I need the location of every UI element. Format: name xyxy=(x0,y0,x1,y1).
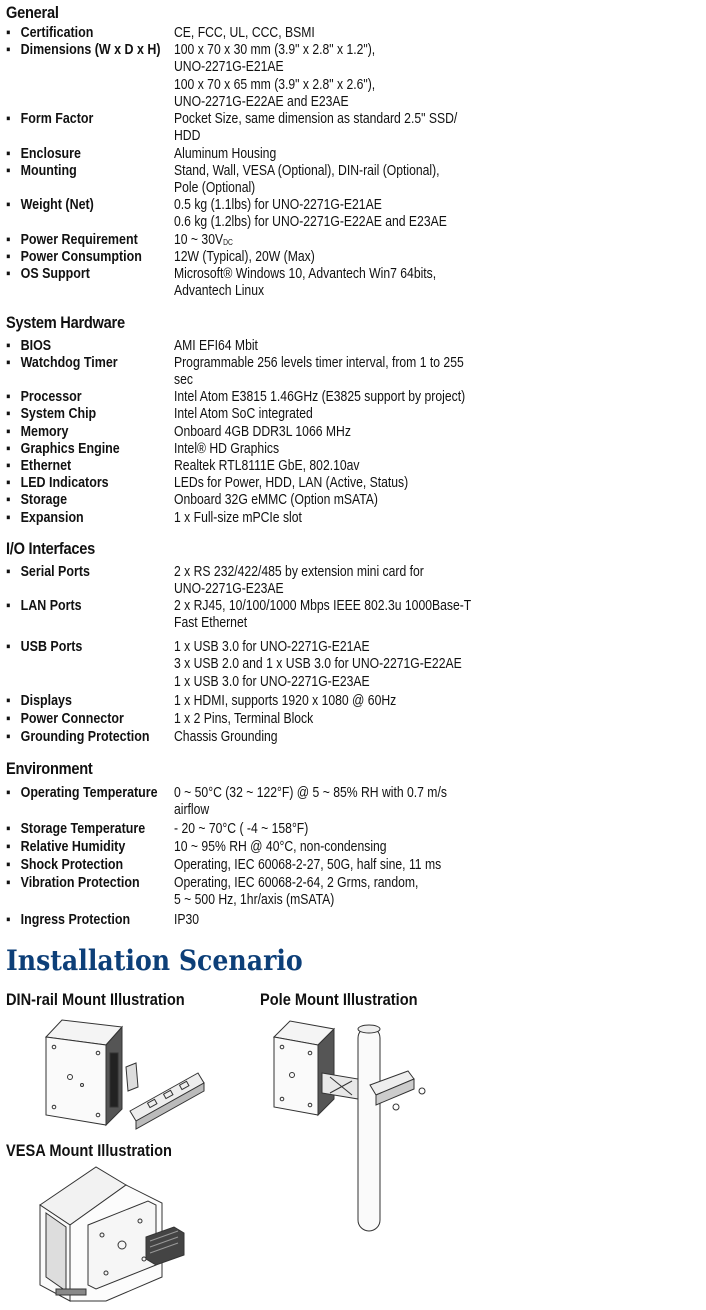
bullet-icon: ▪ xyxy=(6,839,11,855)
spec-label xyxy=(6,424,161,441)
spec-label-text: USB Ports xyxy=(20,639,83,655)
spec-value xyxy=(174,458,360,475)
spec-value-line xyxy=(174,598,471,615)
bullet-icon: ▪ xyxy=(6,441,11,457)
spec-label xyxy=(6,785,161,802)
spec-label xyxy=(6,711,161,728)
spec-label xyxy=(6,639,161,656)
spec-value-line xyxy=(174,441,279,458)
spec-value-text: 1 x USB 3.0 for UNO-2271G-E21AE xyxy=(174,639,370,655)
bullet-icon: ▪ xyxy=(6,163,11,179)
spec-value-line xyxy=(174,372,464,389)
spec-value-line xyxy=(174,197,447,214)
spec-value-line xyxy=(174,564,424,581)
spec-value-text: Operating, IEC 60068-2-27, 50G, half sine, 11 ms xyxy=(174,857,442,873)
spec-value-line xyxy=(174,128,457,145)
pole-mount-illustration xyxy=(270,1015,440,1235)
spec-value-text: airflow xyxy=(174,802,210,819)
pole-mount-caption: Pole Mount Illustration xyxy=(260,990,418,1009)
spec-value xyxy=(174,424,351,441)
spec-value xyxy=(174,821,308,838)
spec-label xyxy=(6,355,161,372)
spec-label xyxy=(6,197,161,214)
bullet-icon: ▪ xyxy=(6,25,11,41)
spec-value xyxy=(174,857,441,874)
spec-value-line xyxy=(174,639,462,656)
spec-label xyxy=(6,475,161,492)
bullet-icon: ▪ xyxy=(6,510,11,526)
spec-label-text: Certification xyxy=(20,25,94,41)
spec-value-text: 1 x Full-size mPCIe slot xyxy=(174,510,302,526)
spec-label-text: Form Factor xyxy=(20,111,94,127)
spec-label xyxy=(6,839,161,856)
spec-value xyxy=(174,197,447,232)
spec-value xyxy=(174,249,315,266)
spec-label xyxy=(6,875,161,892)
spec-value-text: HDD xyxy=(174,128,201,145)
spec-value-line xyxy=(174,458,360,475)
spec-value-text: Onboard 32G eMMC (Option mSATA) xyxy=(174,492,378,508)
section-title: I/O Interfaces xyxy=(6,539,96,558)
spec-value xyxy=(174,785,447,820)
spec-value-text: Intel® HD Graphics xyxy=(174,441,280,457)
spec-value-line xyxy=(174,821,308,838)
spec-value xyxy=(174,266,436,301)
spec-label-text: Displays xyxy=(20,693,72,709)
spec-value-subscript: DC xyxy=(223,238,233,247)
bullet-icon: ▪ xyxy=(6,42,11,58)
spec-label xyxy=(6,249,161,266)
spec-label-text: Weight (Net) xyxy=(20,197,94,213)
spec-label xyxy=(6,693,161,710)
vesa-mount-illustration xyxy=(36,1165,196,1305)
spec-value xyxy=(174,492,378,509)
spec-label-text: Watchdog Timer xyxy=(20,355,118,371)
spec-value-text: Operating, IEC 60068-2-64, 2 Grms, random, xyxy=(174,875,419,891)
bullet-icon: ▪ xyxy=(6,266,11,282)
bullet-icon: ▪ xyxy=(6,406,11,422)
spec-label-text: Grounding Protection xyxy=(20,729,150,745)
spec-value-line xyxy=(174,180,440,197)
spec-value-text: 12W (Typical), 20W (Max) xyxy=(174,249,315,265)
spec-value-text: Pocket Size, same dimension as standard 2.5" SSD/ xyxy=(174,111,458,127)
spec-label-text: Serial Ports xyxy=(20,564,90,580)
spec-label-text: Expansion xyxy=(20,510,84,526)
spec-label-text: Shock Protection xyxy=(20,857,124,873)
spec-value xyxy=(174,711,313,728)
spec-value-text: CE, FCC, UL, CCC, BSMI xyxy=(174,25,315,41)
spec-value-text: Pole (Optional) xyxy=(174,180,256,197)
spec-value-text: Fast Ethernet xyxy=(174,615,248,632)
spec-label-text: Operating Temperature xyxy=(20,785,158,801)
spec-label xyxy=(6,441,161,458)
spec-label xyxy=(6,729,161,746)
spec-value-text: 0.5 kg (1.1lbs) for UNO-2271G-E21AE xyxy=(174,197,382,213)
bullet-icon: ▪ xyxy=(6,564,11,580)
spec-value xyxy=(174,355,464,390)
bullet-icon: ▪ xyxy=(6,785,11,801)
spec-value-line xyxy=(174,857,441,874)
spec-value-text: UNO-2271G-E22AE and E23AE xyxy=(174,94,349,111)
spec-label xyxy=(6,146,161,163)
spec-value-text: 1 x 2 Pins, Terminal Block xyxy=(174,711,314,727)
spec-value xyxy=(174,510,302,527)
bullet-icon: ▪ xyxy=(6,197,11,213)
spec-value-text: LEDs for Power, HDD, LAN (Active, Status) xyxy=(174,475,409,491)
spec-value-text: 2 x RJ45, 10/100/1000 Mbps IEEE 802.3u 1000Base-T xyxy=(174,598,472,614)
spec-value-line xyxy=(174,693,396,710)
spec-value-line xyxy=(174,214,447,231)
section-title: General xyxy=(6,3,59,22)
spec-label-text: BIOS xyxy=(20,338,52,354)
bullet-icon: ▪ xyxy=(6,338,11,354)
bullet-icon: ▪ xyxy=(6,111,11,127)
spec-label xyxy=(6,232,161,249)
bullet-icon: ▪ xyxy=(6,424,11,440)
spec-value-text: 10 ~ 30V xyxy=(174,232,224,248)
installation-title: Installation Scenario xyxy=(6,944,303,977)
spec-value-text: Intel Atom E3815 1.46GHz (E3825 support by project) xyxy=(174,389,466,405)
spec-label xyxy=(6,857,161,874)
spec-value xyxy=(174,338,258,355)
spec-value-text: sec xyxy=(174,372,193,389)
spec-label xyxy=(6,25,161,42)
spec-label-text: Mounting xyxy=(20,163,77,179)
din-rail-illustration xyxy=(40,1015,210,1130)
bullet-icon: ▪ xyxy=(6,821,11,837)
spec-label-text: Storage xyxy=(20,492,68,508)
spec-label-text: Processor xyxy=(20,389,82,405)
spec-value-text: Programmable 256 levels timer interval, from 1 to 255 xyxy=(174,355,464,371)
spec-value-line xyxy=(174,892,418,909)
spec-label-text: OS Support xyxy=(20,266,90,282)
spec-value-text: Advantech Linux xyxy=(174,283,265,300)
spec-value-line xyxy=(174,802,447,819)
spec-value-text: UNO-2271G-E21AE xyxy=(174,59,284,76)
spec-value xyxy=(174,389,465,406)
spec-value-text: UNO-2271G-E23AE xyxy=(174,581,284,598)
spec-value-line xyxy=(174,581,424,598)
spec-label xyxy=(6,266,161,283)
spec-value-text: 0 ~ 50°C (32 ~ 122°F) @ 5 ~ 85% RH with 0.7 m/s xyxy=(174,785,447,801)
spec-value-line xyxy=(174,111,457,128)
spec-value xyxy=(174,912,199,929)
spec-value-text: - 20 ~ 70°C ( -4 ~ 158°F) xyxy=(174,821,309,837)
bullet-icon: ▪ xyxy=(6,857,11,873)
spec-label xyxy=(6,42,161,59)
spec-value-line xyxy=(174,656,462,673)
spec-value xyxy=(174,111,457,146)
din-rail-caption: DIN-rail Mount Illustration xyxy=(6,990,185,1009)
spec-value-text: 10 ~ 95% RH @ 40°C, non-condensing xyxy=(174,839,387,855)
spec-value xyxy=(174,693,396,710)
spec-label xyxy=(6,111,161,128)
spec-label xyxy=(6,406,161,423)
bullet-icon: ▪ xyxy=(6,355,11,371)
bullet-icon: ▪ xyxy=(6,875,11,891)
spec-value-text: 1 x USB 3.0 for UNO-2271G-E23AE xyxy=(174,673,370,690)
spec-value-line xyxy=(174,283,436,300)
spec-value-text: Intel Atom SoC integrated xyxy=(174,406,313,422)
spec-value-line xyxy=(174,94,375,111)
spec-value-line xyxy=(174,615,471,632)
section-title: System Hardware xyxy=(6,313,125,332)
spec-value-line xyxy=(174,510,302,527)
spec-label-text: LAN Ports xyxy=(20,598,82,614)
spec-value-text: Stand, Wall, VESA (Optional), DIN-rail (Optional), xyxy=(174,163,440,179)
vesa-mount-caption: VESA Mount Illustration xyxy=(6,1141,172,1160)
spec-label-text: Ethernet xyxy=(20,458,72,474)
spec-label-text: Ingress Protection xyxy=(20,912,131,928)
spec-value xyxy=(174,42,375,112)
spec-value-text: 2 x RS 232/422/485 by extension mini card for xyxy=(174,564,424,580)
spec-value-text: 100 x 70 x 65 mm (3.9" x 2.8" x 2.6"), xyxy=(174,76,376,93)
spec-label-text: Graphics Engine xyxy=(20,441,120,457)
spec-label xyxy=(6,510,161,527)
spec-label-text: Memory xyxy=(20,424,69,440)
bullet-icon: ▪ xyxy=(6,475,11,491)
spec-value-line xyxy=(174,711,313,728)
spec-value-text: 100 x 70 x 30 mm (3.9" x 2.8" x 1.2"), xyxy=(174,42,376,58)
bullet-icon: ▪ xyxy=(6,232,11,248)
spec-value-line xyxy=(174,77,375,94)
spec-value-line xyxy=(174,875,418,892)
spec-value xyxy=(174,639,462,691)
spec-label xyxy=(6,338,161,355)
spec-value xyxy=(174,475,408,492)
spec-label-text: Dimensions (W x D x H) xyxy=(20,42,161,58)
spec-label-text: Relative Humidity xyxy=(20,839,126,855)
spec-value-line xyxy=(174,266,436,283)
bullet-icon: ▪ xyxy=(6,249,11,265)
spec-label xyxy=(6,912,161,929)
spec-value xyxy=(174,729,278,746)
spec-value-text: Realtek RTL8111E GbE, 802.10av xyxy=(174,458,360,474)
spec-value-text: AMI EFI64 Mbit xyxy=(174,338,258,354)
spec-value-text: 0.6 kg (1.2lbs) for UNO-2271G-E22AE and E23AE xyxy=(174,214,447,231)
spec-value-line xyxy=(174,424,351,441)
spec-value xyxy=(174,146,276,163)
spec-label-text: Storage Temperature xyxy=(20,821,146,837)
spec-value-line xyxy=(174,59,375,76)
spec-label xyxy=(6,389,161,406)
spec-label xyxy=(6,458,161,475)
spec-value-text: Aluminum Housing xyxy=(174,146,277,162)
spec-value-line xyxy=(174,839,387,856)
bullet-icon: ▪ xyxy=(6,693,11,709)
spec-value-line xyxy=(174,25,315,42)
spec-value-line xyxy=(174,674,462,691)
spec-value-line xyxy=(174,146,276,163)
spec-value-text: 1 x HDMI, supports 1920 x 1080 @ 60Hz xyxy=(174,693,397,709)
spec-value-line xyxy=(174,42,375,59)
bullet-icon: ▪ xyxy=(6,146,11,162)
spec-value xyxy=(174,839,387,856)
spec-value-text: Chassis Grounding xyxy=(174,729,278,745)
spec-value-line xyxy=(174,355,464,372)
spec-value-text: Microsoft® Windows 10, Advantech Win7 64bits, xyxy=(174,266,437,282)
spec-label xyxy=(6,163,161,180)
spec-value xyxy=(174,163,440,198)
spec-value-line xyxy=(174,912,199,929)
spec-label-text: LED Indicators xyxy=(20,475,109,491)
bullet-icon: ▪ xyxy=(6,639,11,655)
spec-value-text: 3 x USB 2.0 and 1 x USB 3.0 for UNO-2271G-E22AE xyxy=(174,656,462,673)
spec-value-text: IP30 xyxy=(174,912,200,928)
spec-value xyxy=(174,598,471,633)
spec-value-line xyxy=(174,249,315,266)
spec-value-line xyxy=(174,785,447,802)
bullet-icon: ▪ xyxy=(6,729,11,745)
bullet-icon: ▪ xyxy=(6,711,11,727)
section-title: Environment xyxy=(6,759,93,778)
spec-label-text: Power Consumption xyxy=(20,249,142,265)
bullet-icon: ▪ xyxy=(6,458,11,474)
spec-label xyxy=(6,492,161,509)
spec-label-text: Vibration Protection xyxy=(20,875,140,891)
spec-label-text: System Chip xyxy=(20,406,97,422)
spec-value-line xyxy=(174,406,313,423)
spec-value-line xyxy=(174,338,258,355)
bullet-icon: ▪ xyxy=(6,598,11,614)
bullet-icon: ▪ xyxy=(6,912,11,928)
spec-value-line xyxy=(174,389,465,406)
spec-label-text: Enclosure xyxy=(20,146,81,162)
spec-value-text: 5 ~ 500 Hz, 1hr/axis (mSATA) xyxy=(174,892,335,909)
spec-value xyxy=(174,441,279,458)
spec-value xyxy=(174,875,418,910)
bullet-icon: ▪ xyxy=(6,389,11,405)
spec-value-line xyxy=(174,475,408,492)
spec-label-text: Power Connector xyxy=(20,711,124,727)
bullet-icon: ▪ xyxy=(6,492,11,508)
spec-label xyxy=(6,598,161,615)
spec-value-line xyxy=(174,163,440,180)
spec-label xyxy=(6,821,161,838)
spec-value-line xyxy=(174,492,378,509)
spec-value xyxy=(174,25,315,42)
spec-value xyxy=(174,564,424,599)
spec-value-line xyxy=(174,729,278,746)
spec-label-text: Power Requirement xyxy=(20,232,138,248)
spec-value-text: Onboard 4GB DDR3L 1066 MHz xyxy=(174,424,351,440)
spec-value xyxy=(174,406,313,423)
spec-label xyxy=(6,564,161,581)
